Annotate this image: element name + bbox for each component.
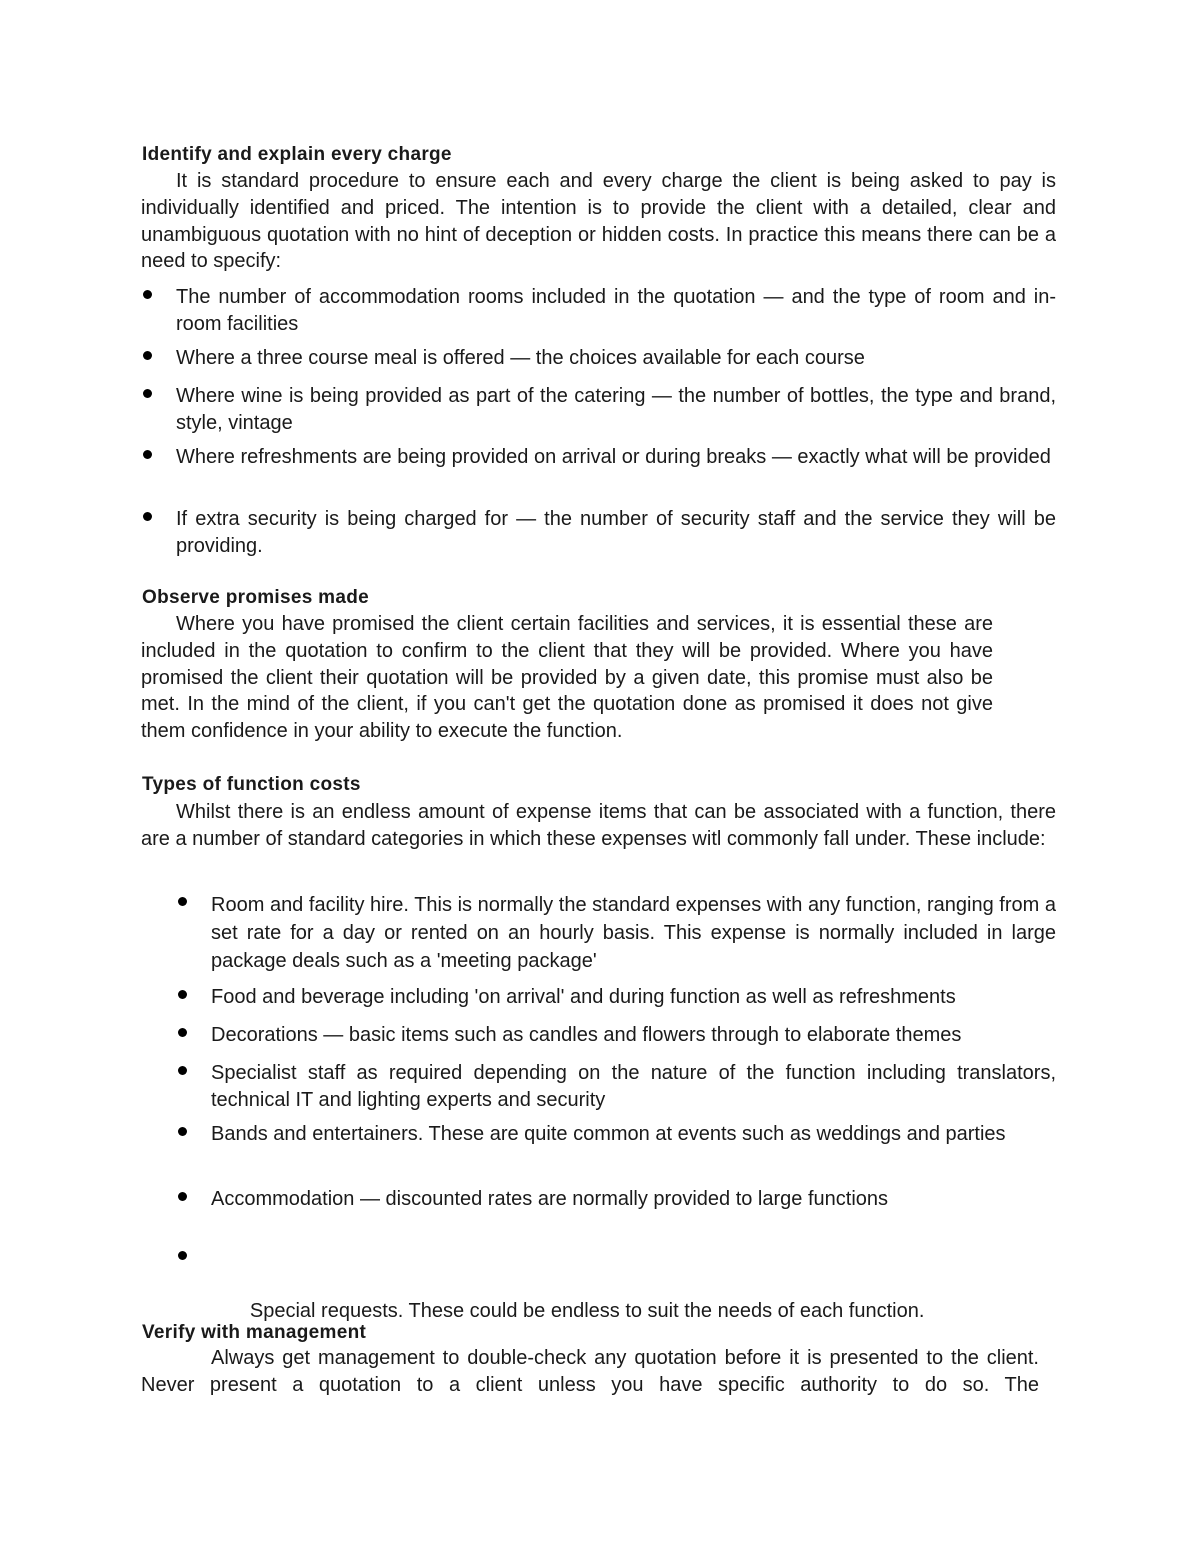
list-item-text: Where wine is being provided as part of the catering — the number of bottles, the type and brand, style, vintage: [176, 385, 1056, 434]
section-heading-observe-promises: Observe promises made: [142, 587, 370, 608]
list-item-text: Specialist staff as required depending on the nature of the function including translators, technical IT and lighting experts and security: [211, 1062, 1056, 1111]
bullet-icon: [143, 512, 152, 521]
bullet-icon: [143, 389, 152, 398]
list-item-text: Room and facility hire. This is normally the standard expenses with any function, ranging from a set rate for a day or rented on an hourly basis. This expense is normally included in large package deals such as a 'meeting package': [211, 894, 1056, 972]
bullet-icon: [178, 1192, 187, 1201]
list-item: [211, 984, 1056, 1011]
section-paragraph-verify-management: Always get management to double-check any quotation before it is presented to the client. Never present a quotation to a client unless you have specific authority to do so. The: [141, 1347, 1039, 1396]
list-item-text: Accommodation — discounted rates are normally provided to large functions: [211, 1188, 889, 1210]
list-item: [211, 891, 1056, 975]
list-item-text: Where refreshments are being provided on arrival or during breaks — exactly what will be provided: [176, 446, 1051, 468]
list-item: [176, 444, 1056, 471]
bullet-icon: [178, 990, 187, 999]
list-item: [176, 383, 1056, 436]
list-item-text: If extra security is being charged for — the number of security staff and the service they will be providing.: [176, 508, 1056, 557]
list-item: [211, 1022, 1056, 1049]
list-item: [176, 345, 1056, 372]
section-heading-identify-charges: Identify and explain every charge: [142, 144, 452, 165]
list-item-text: Special requests. These could be endless to suit the needs of each function.: [244, 1300, 925, 1323]
bullet-icon: [178, 1251, 187, 1260]
list-item-text: Bands and entertainers. These are quite common at events such as weddings and parties: [211, 1123, 1006, 1145]
bullet-icon: [178, 1127, 187, 1136]
list-item-text: Food and beverage including 'on arrival' and during function as well as refreshments: [211, 986, 956, 1008]
bullet-icon: [143, 290, 152, 299]
bullet-icon: [178, 1066, 187, 1075]
bullet-icon: [178, 1028, 187, 1037]
list-item: [211, 1121, 1056, 1148]
section-paragraph-function-costs: Whilst there is an endless amount of expense items that can be associated with a function, there are a number of standard categories in which these expenses witl commonly fall under. These include:: [141, 801, 1056, 850]
bullet-icon: [143, 450, 152, 459]
section-paragraph-identify-charges: It is standard procedure to ensure each and every charge the client is being asked to pay is individually identified and priced. The intention is to provide the client with a detailed, clear and unambiguous quotation with no hint of deception or hidden costs. In practice this means there can be a need to specify:: [141, 170, 1056, 273]
bullet-icon: [143, 351, 152, 360]
section-heading-function-costs: Types of function costs: [142, 774, 361, 795]
section-heading-verify-management: Verify with management: [142, 1322, 367, 1343]
list-item: [176, 506, 1056, 559]
list-item-text: Decorations — basic items such as candles and flowers through to elaborate themes: [211, 1024, 962, 1046]
bullet-icon: [178, 897, 187, 906]
list-item: [211, 1060, 1056, 1113]
list-item: [176, 284, 1056, 337]
list-item-text: Where a three course meal is offered — the choices available for each course: [176, 347, 865, 369]
list-item-text: The number of accommodation rooms included in the quotation — and the type of room and in-room facilities: [176, 286, 1056, 335]
section-paragraph-observe-promises: Where you have promised the client certain facilities and services, it is essential these are included in the quotation to confirm to the client that they will be provided. Where you have promised the client their quotation will be provided by a given date, this promise must also be met. In the mind of the client, if you can't get the quotation done as promised it does not give them confidence in your ability to execute the function.: [141, 613, 993, 743]
list-item: [211, 1186, 1056, 1213]
